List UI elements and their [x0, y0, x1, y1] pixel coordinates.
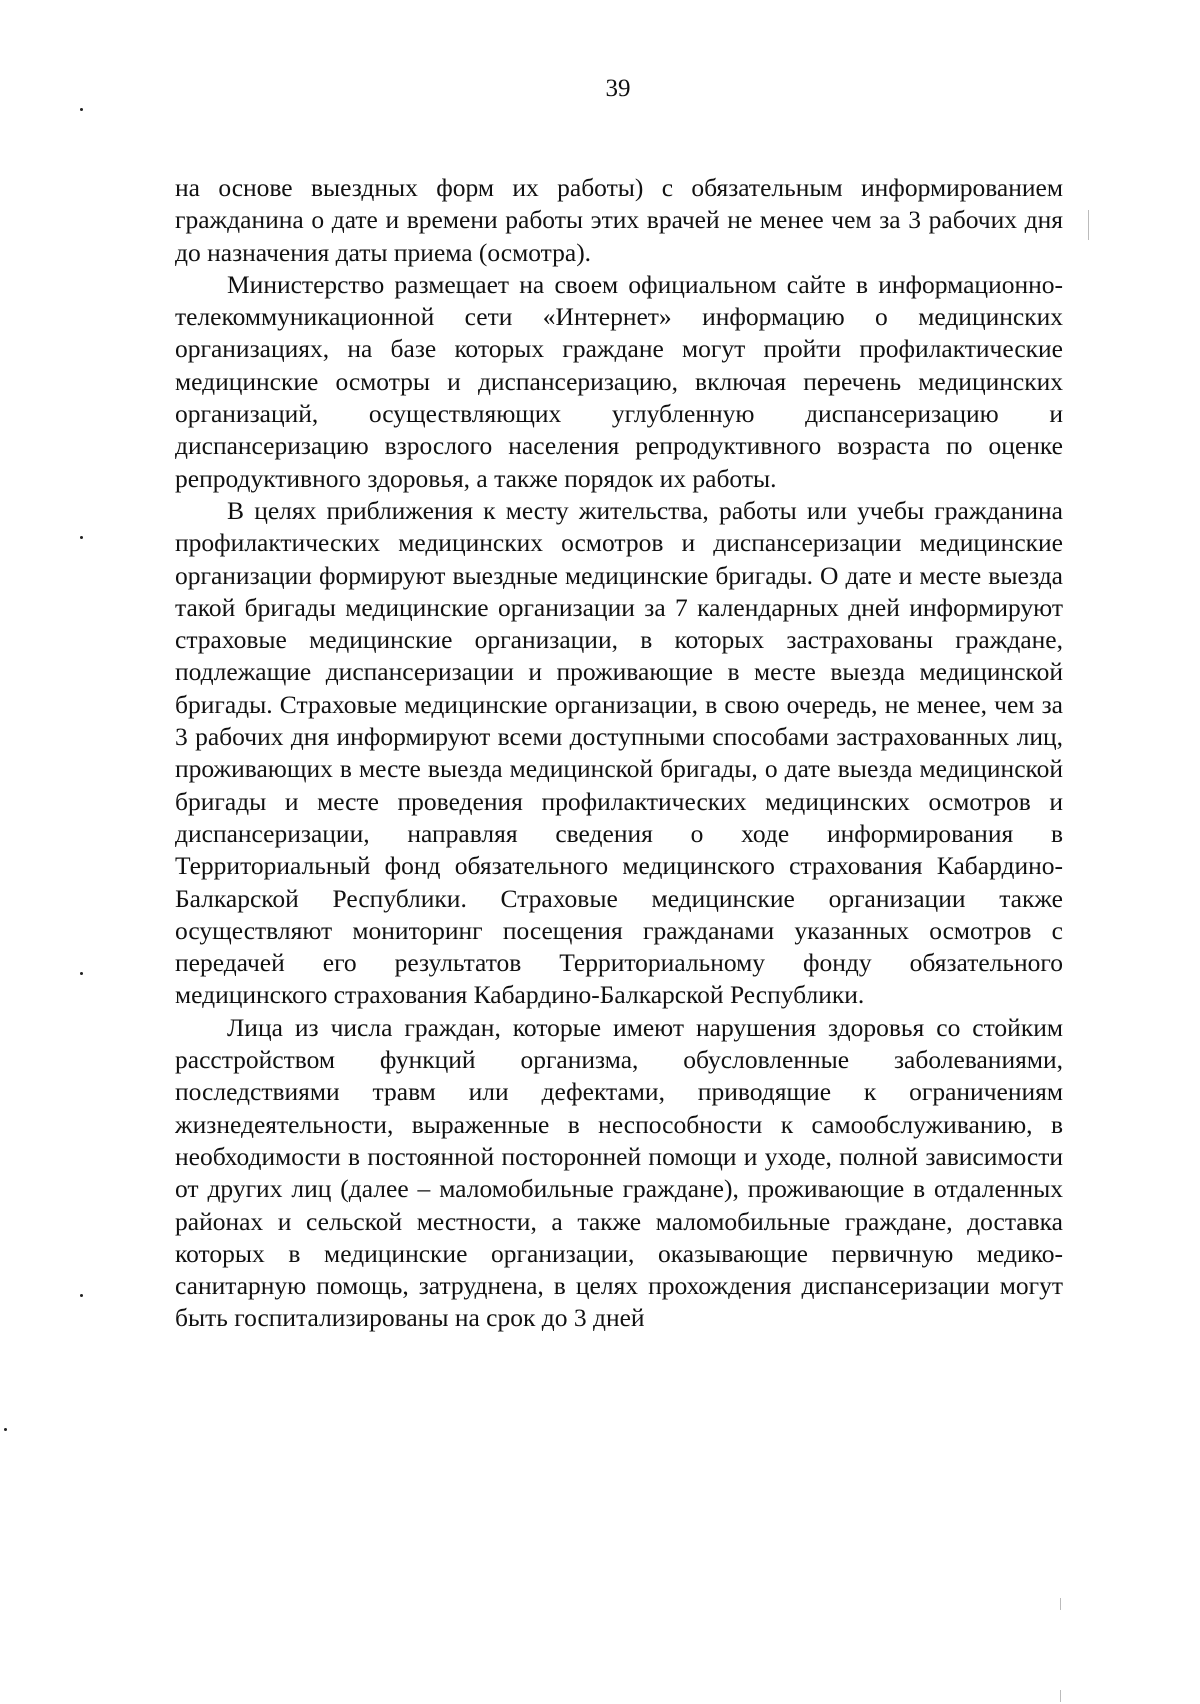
scan-mark — [80, 108, 83, 111]
scan-mark — [80, 972, 83, 975]
scan-mark — [80, 536, 83, 539]
scan-mark — [80, 1294, 83, 1297]
scan-edge-tick — [1060, 1690, 1061, 1702]
paragraph-continuation: на основе выездных форм их работы) с обязательным информированием гражданина о дате и времени работы этих врачей не менее чем за 3 рабочих дня до назначения даты приема (осмотра). — [175, 173, 1063, 267]
scan-mark — [4, 1428, 7, 1431]
page-number: 39 — [605, 75, 631, 102]
document-body — [175, 172, 1063, 1335]
paragraph-mobile-brigades: В целях приближения к месту жительства, работы или учебы гражданина профилактических медицинских осмотров и диспансеризации медицинские организации формируют выездные медицинские бригады. О дате и месте выезда такой бригады медицинские организации за 7 календарных дней информируют страховые медицинские организации, в которых застрахованы граждане, подлежащие диспансеризации и проживающие в месте выезда медицинской бригады. Страховые медицинские организации, в свою очередь, не менее, чем за 3 рабочих дня информируют всеми доступными способами застрахованных лиц, проживающих в месте выезда медицинской бригады, о дате выезда медицинской бригады и месте проведения профилактических медицинских осмотров и диспансеризации, направляя сведения о ходе информирования в Территориальный фонд обязательного медицинского страхования Кабардино-Балкарской Республики. Страховые медицинские организации также осуществляют мониторинг посещения гражданами указанных осмотров с передачей его результатов Территориальному фонду обязательного медицинского страхования Кабардино-Балкарской Республики. — [175, 495, 1063, 1010]
paragraph-ministry-website: Министерство размещает на своем официальном сайте в информационно-телекоммуникационной сети «Интернет» информацию о медицинских организациях, на базе которых граждане могут пройти профилактические медицинские осмотры и диспансеризацию, включая перечень медицинских организаций, осуществляющих углубленную диспансеризацию и диспансеризацию взрослого населения репродуктивного возраста по оценке репродуктивного здоровья, а также порядок их работы. — [175, 269, 1063, 493]
scan-edge-tick — [1060, 1598, 1061, 1610]
paragraph-low-mobility-citizens: Лица из числа граждан, которые имеют нарушения здоровья со стойким расстройством функций организма, обусловленные заболеваниями, последствиями травм или дефектами, приводящие к ограничениям жизнедеятельности, выраженные в неспособности к самообслуживанию, в необходимости в постоянной посторонней помощи и уходе, полной зависимости от других лиц (далее – маломобильные граждане), проживающие в отдаленных районах и сельской местности, а также маломобильные граждане, доставка которых в медицинские организации, оказывающие первичную медико-санитарную помощь, затруднена, в целях прохождения диспансеризации могут быть госпитализированы на срок до 3 дней — [175, 1012, 1063, 1333]
scan-edge-tick — [1088, 210, 1089, 240]
